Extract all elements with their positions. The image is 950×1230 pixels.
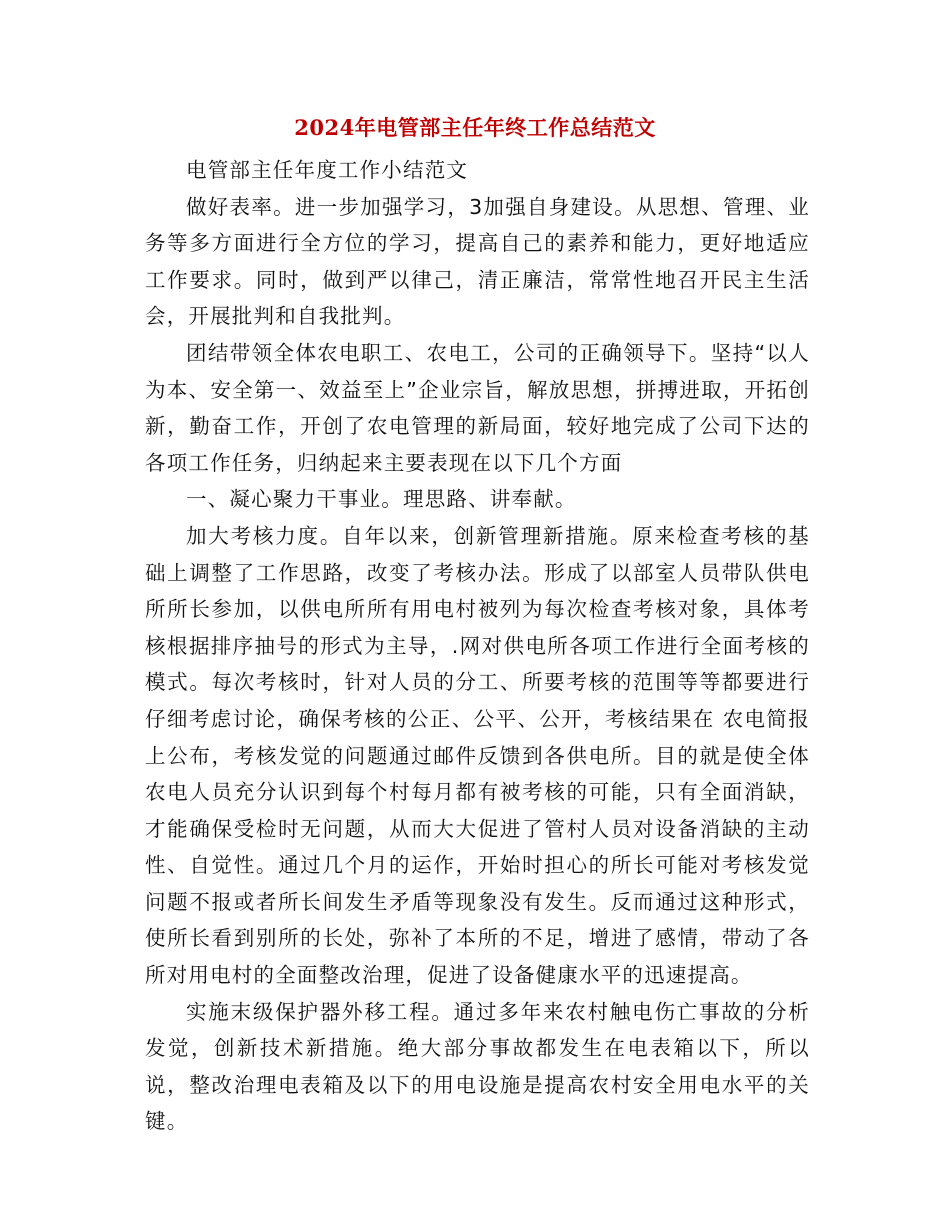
paragraph: 加大考核力度。自年以来，创新管理新措施。原来检查考核的基础上调整了工作思路，改变了考核办法。形成了以部室人员带队供电所所长参加，以供电所所有用电村被列为每次检查考核对象，具体考核根据排序抽号的形式为主导，.网对供电所各项工作进行全面考核的模式。每次考核时，针对人员的分工、所要考核的范围等等都要进行仔细考虑讨论，确保考核的公正、公平、公开，考核结果在 农电简报上公布，考核发觉的问题通过邮件反馈到各供电所。目的就是使全体农电人员充分认识到每个村每月都有被考核的可能，只有全面消缺，才能确保受检时无问题，从而大大促进了管村人员对设备消缺的主动性、自觉性。通过几个月的运作，开始时担心的所长可能对考核发觉问题不报或者所长间发生矛盾等现象没有发生。反而通过这种形式，使所长看到别所的长处，弥补了本所的不足，增进了感情，带动了各所对用电村的全面整改治理，促进了设备健康水平的迅速提高。: [145, 523, 810, 988]
paragraph: 做好表率。进一步加强学习，3加强自身建设。从思想、管理、业务等多方面进行全方位的学习，提高自己的素养和能力，更好地适应工作要求。同时，做到严以律己，清正廉洁，常常性地召开民主生活会，开展批判和自我批判。: [145, 194, 810, 329]
paragraph: 团结带领全体农电职工、农电工，公司的正确领导下。坚持“以人为本、安全第一、效益至上”企业宗旨，解放思想，拼搏进取，开拓创新，勤奋工作，开创了农电管理的新局面，较好地完成了公司下达的各项工作任务，归纳起来主要表现在以下几个方面: [145, 340, 810, 475]
document-body: [145, 152, 810, 1140]
document-title: 2024年电管部主任年终工作总结范文: [294, 115, 656, 140]
section-heading: 一、凝心聚力干事业。理思路、讲奉献。: [186, 487, 577, 512]
paragraph-subtitle: 电管部主任年度工作小结范文: [186, 158, 469, 182]
paragraph: 实施末级保护器外移工程。通过多年来农村触电伤亡事故的分析发觉，创新技术新措施。绝大部分事故都发生在电表箱以下，所以说，整改治理电表箱及以下的用电设施是提高农村安全用电水平的关键。: [145, 999, 810, 1134]
